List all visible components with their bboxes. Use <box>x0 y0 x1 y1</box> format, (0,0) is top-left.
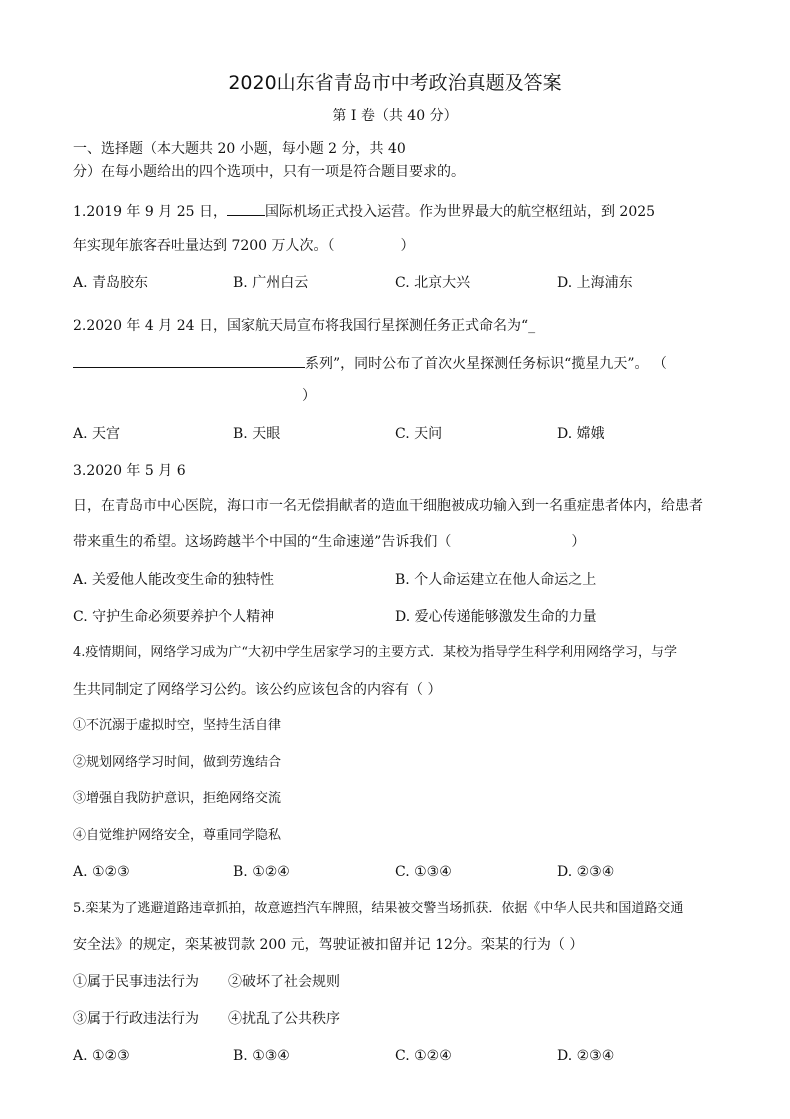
section-instructions-line-1: 一、选择题（本大题共 20 小题，每小题 2 分，共 40 <box>73 141 406 157</box>
question-4-option-c: C. ①③④ <box>395 864 452 880</box>
question-1-text: 国际机场正式投入运营。作为世界最大的航空枢纽站，到 2025 <box>264 204 656 220</box>
question-4-item-3: ③增强自我防护意识，拒绝网络交流 <box>73 791 282 806</box>
question-5-option-c: C. ①②④ <box>395 1048 452 1064</box>
question-2-option-c: C. 天问 <box>395 426 443 442</box>
question-5-option-d: D. ②③④ <box>557 1048 615 1064</box>
question-2-line-3: ） <box>302 388 316 404</box>
question-2-option-a: A. 天宫 <box>73 426 121 442</box>
question-2-option-d: D. 嫦娥 <box>557 426 605 442</box>
question-4-item-4: ④自觉维护网络安全，尊重同学隐私 <box>73 828 282 843</box>
question-1-option-a: A. 青岛胶东 <box>73 275 149 291</box>
question-3-option-a: A. 关爱他人能改变生命的独特性 <box>73 572 275 588</box>
question-2-option-b: B. 天眼 <box>233 426 281 442</box>
question-5-option-b: B. ①③④ <box>233 1048 290 1064</box>
question-4-option-d: D. ②③④ <box>557 864 615 880</box>
question-3-line-2: 日，在青岛市中心医院，海口市一名无偿捐献者的造血干细胞被成功输入到一名重症患者体内，给患者 <box>73 498 703 514</box>
question-4-option-a: A. ①②③ <box>73 864 130 880</box>
question-3-option-d: D. 爱心传递能够激发生命的力量 <box>395 609 597 625</box>
page-subtitle: 第 I 卷（共 40 分） <box>332 108 458 124</box>
question-1-prefix: 1.2019 年 9 月 25 日， <box>73 204 227 220</box>
question-1-blank <box>227 199 265 216</box>
question-5-item-4: ④扰乱了公共秩序 <box>228 1011 340 1027</box>
question-1-option-c: C. 北京大兴 <box>395 275 471 291</box>
question-1-line-2: 年实现年旅客吞吐量达到 7200 万人次。（ ） <box>73 238 415 254</box>
page-title: 2020山东省青岛市中考政治真题及答案 <box>228 72 562 94</box>
section-instructions-line-2: 分）在每小题给出的四个选项中，只有一项是符合题目要求的。 <box>73 164 465 180</box>
question-4-item-2: ②规划网络学习时间，做到劳逸结合 <box>73 755 282 770</box>
question-2-blank <box>73 351 305 368</box>
question-4-item-1: ①不沉溺于虚拟时空，坚持生活自律 <box>73 718 282 733</box>
question-5-item-2: ②破坏了社会规则 <box>228 974 340 990</box>
question-3-option-b: B. 个人命运建立在他人命运之上 <box>395 572 597 588</box>
question-5-line-1: 5.栾某为了逃避道路违章抓拍，故意遮挡汽车牌照，结果被交警当场抓获．依据《中华人民共和国道路交通 <box>73 901 684 916</box>
question-3-line-3: 带来重生的希望。这场跨越半个中国的“生命速递”告诉我们（ ） <box>73 534 586 550</box>
question-4-line-2: 生共同制定了网络学习公约。该公约应该包含的内容有（ ） <box>73 682 442 698</box>
question-4-option-b: B. ①②④ <box>233 864 290 880</box>
question-5-item-3: ③属于行政违法行为 <box>73 1011 199 1027</box>
question-1-line-1 <box>73 199 655 222</box>
question-3-option-c: C. 守护生命必须要养护个人精神 <box>73 609 275 625</box>
question-2-line-1: 2.2020 年 4 月 24 日，国家航天局宣布将我国行星探测任务正式命名为“_ <box>73 318 536 334</box>
question-1-option-b: B. 广州白云 <box>233 275 309 291</box>
question-1-option-d: D. 上海浦东 <box>557 275 633 291</box>
question-3-line-1: 3.2020 年 5 月 6 <box>73 463 186 479</box>
question-4-line-1: 4.疫情期间，网络学习成为广“大初中学生居家学习的主要方式．某校为指导学生科学利用网络学习，与学 <box>73 645 678 660</box>
question-2-line-2: 系列”，同时公布了首次火星探测任务标识“揽星九天”。 （ <box>73 351 667 374</box>
question-5-line-2: 安全法》的规定，栾某被罚款 200 元，驾驶证被扣留并记 12分。栾某的行为（ ） <box>73 937 584 953</box>
question-5-item-1: ①属于民事违法行为 <box>73 974 199 990</box>
question-5-option-a: A. ①②③ <box>73 1048 130 1064</box>
